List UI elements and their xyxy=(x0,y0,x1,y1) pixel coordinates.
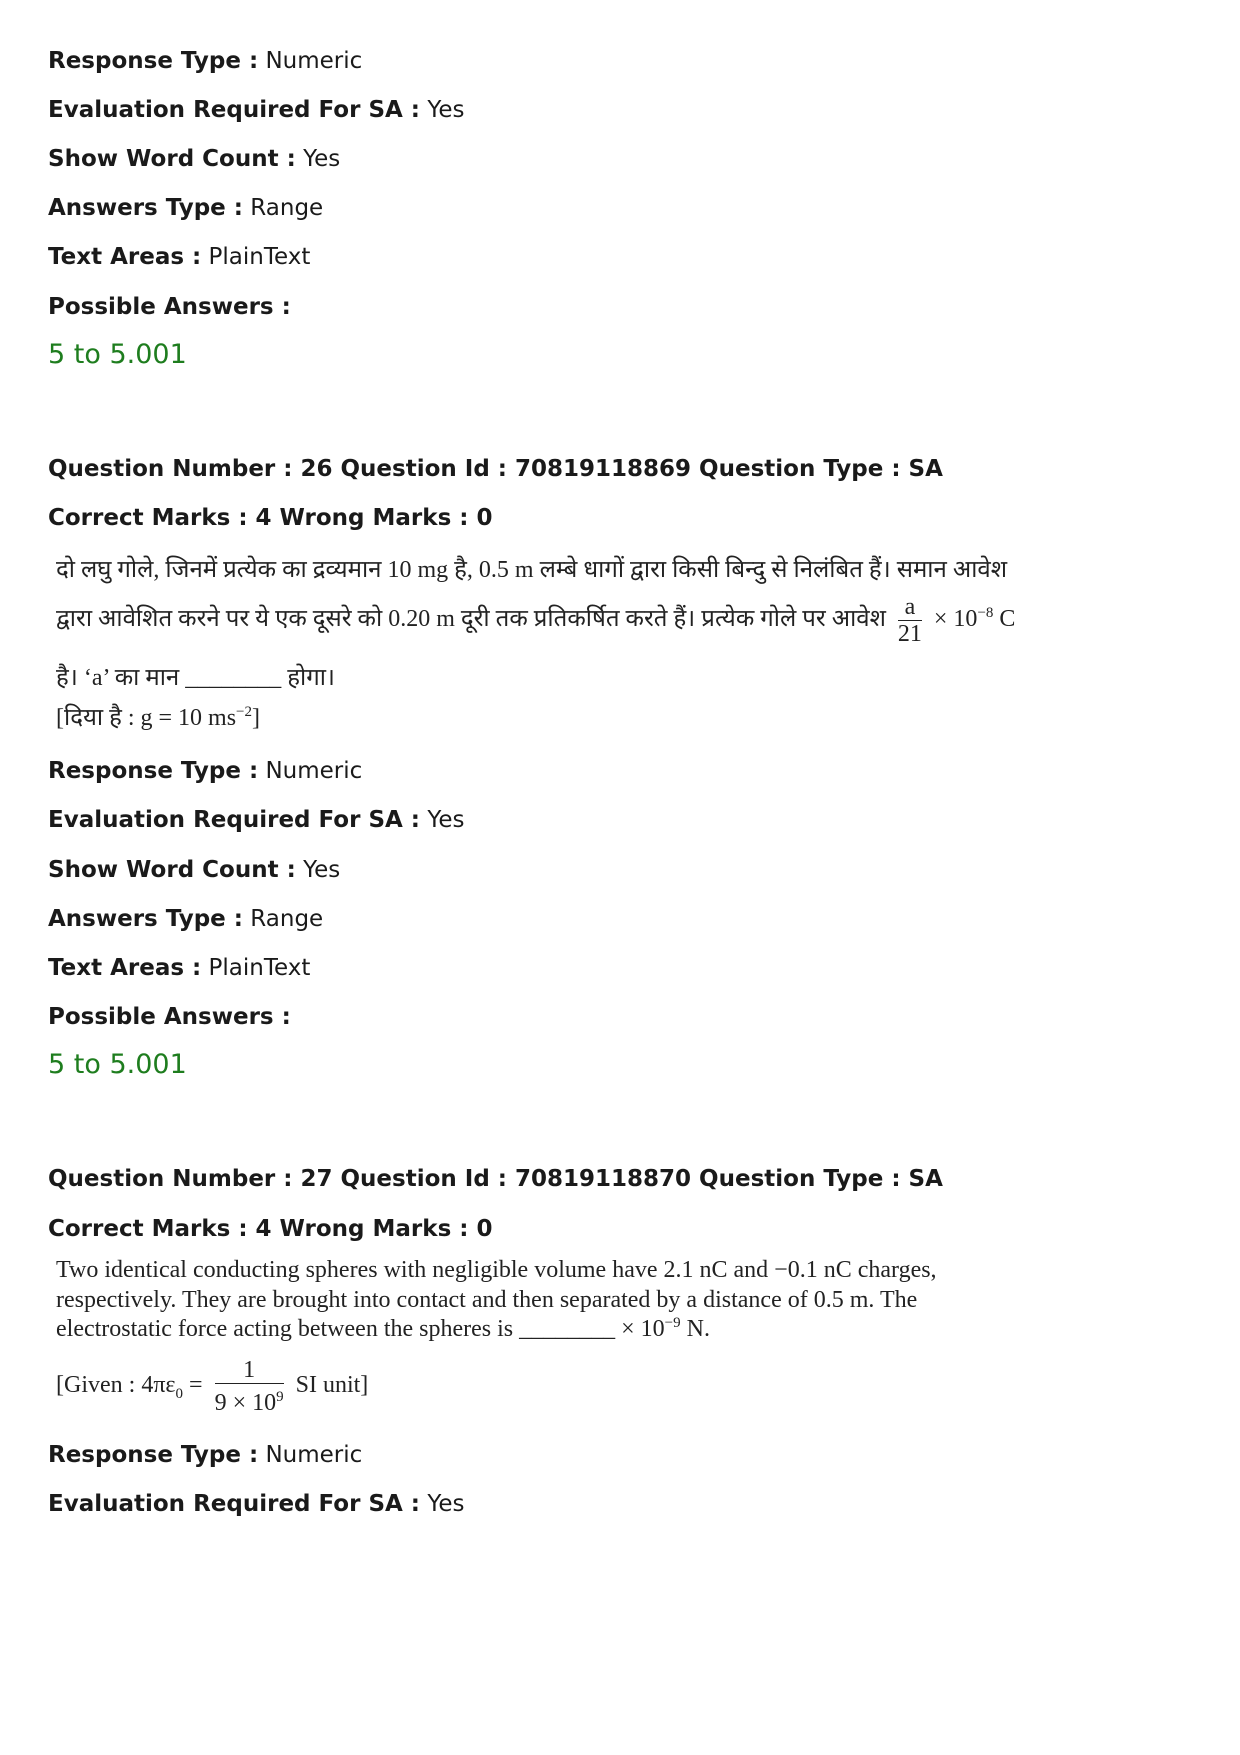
given-text: [Given : 4πε xyxy=(56,1372,176,1399)
text-areas-label: Text Areas : xyxy=(48,244,202,270)
denominator-text: 9 × 10 xyxy=(214,1390,277,1416)
text-areas-row xyxy=(48,242,310,272)
question-header xyxy=(48,1164,943,1194)
word-count-value: Yes xyxy=(303,857,341,883)
response-type-row xyxy=(48,1440,362,1470)
question-body xyxy=(56,548,1016,738)
possible-answers-label: Possible Answers : xyxy=(48,1004,291,1030)
fraction-denominator: 21 xyxy=(897,621,922,647)
text-areas-value: PlainText xyxy=(208,244,311,270)
question-header xyxy=(48,454,943,484)
question-body xyxy=(56,1257,956,1427)
question-line: respectively. They are brought into contact and then separated by a distance of 0.5 m. The xyxy=(56,1287,918,1313)
given-line xyxy=(56,700,260,733)
question-line-text: electrostatic force acting between the spheres is ________ × 10 xyxy=(56,1316,665,1342)
answers-type-label: Answers Type : xyxy=(48,906,243,932)
answers-type-row xyxy=(48,904,323,934)
answers-type-value: Range xyxy=(250,195,324,221)
question-line-text: द्वारा आवेशित करने पर ये एक दूसरे को 0.20 m दूरी तक प्रतिकर्षित करते हैं। प्रत्येक गोले पर आवेश xyxy=(56,606,886,633)
answers-type-label: Answers Type : xyxy=(48,195,243,221)
evaluation-label: Evaluation Required For SA : xyxy=(48,97,421,123)
evaluation-row xyxy=(48,1489,464,1519)
word-count-row xyxy=(48,144,340,174)
fraction-numerator: 1 xyxy=(215,1357,284,1384)
possible-answers-row xyxy=(48,1002,291,1032)
response-type-label: Response Type : xyxy=(48,1442,259,1468)
response-type-label: Response Type : xyxy=(48,758,259,784)
exponent: −2 xyxy=(236,704,253,720)
word-count-row xyxy=(48,855,340,885)
word-count-label: Show Word Count : xyxy=(48,146,296,172)
marks-text: Correct Marks : 4 Wrong Marks : 0 xyxy=(48,1216,493,1242)
fraction xyxy=(215,1357,284,1416)
evaluation-value: Yes xyxy=(427,97,465,123)
evaluation-label: Evaluation Required For SA : xyxy=(48,1491,421,1517)
question-header-text: Question Number : 27 Question Id : 70819118870 Question Type : SA xyxy=(48,1166,943,1192)
question-line-end: N. xyxy=(680,1316,710,1342)
possible-answers-label: Possible Answers : xyxy=(48,294,291,320)
fraction-denominator xyxy=(215,1384,284,1416)
marks-text: Correct Marks : 4 Wrong Marks : 0 xyxy=(48,505,493,531)
evaluation-row xyxy=(48,95,464,125)
given-line xyxy=(56,1357,368,1416)
marks-row xyxy=(48,1214,492,1244)
answers-type-value: Range xyxy=(250,906,324,932)
text-areas-value: PlainText xyxy=(208,955,311,981)
question-line: Two identical conducting spheres with negligible volume have 2.1 nC and −0.1 nC charges, xyxy=(56,1257,937,1283)
marks-row xyxy=(48,503,492,533)
question-line: दो लघु गोले, जिनमें प्रत्येक का द्रव्यमान 10 mg है, 0.5 m लम्बे धागों द्वारा किसी बिन्दु से निलंबित हैं। समान आवेश xyxy=(56,557,1008,583)
response-type-value: Numeric xyxy=(265,758,363,784)
possible-answer-value: 5 to 5.001 xyxy=(48,1049,187,1080)
possible-answers-row xyxy=(48,292,291,322)
response-type-row xyxy=(48,756,362,786)
evaluation-value: Yes xyxy=(427,1491,465,1517)
exponent: −8 xyxy=(977,605,994,622)
response-type-value: Numeric xyxy=(265,48,363,74)
fraction xyxy=(898,594,922,647)
text-areas-row xyxy=(48,953,310,983)
subscript: 0 xyxy=(175,1385,184,1402)
evaluation-label: Evaluation Required For SA : xyxy=(48,807,421,833)
exponent: 9 xyxy=(276,1389,284,1405)
multiplier-text: × 10 xyxy=(933,606,978,633)
equals-sign: = xyxy=(183,1372,203,1399)
fraction-numerator: a xyxy=(898,594,922,621)
question-header-text: Question Number : 26 Question Id : 70819118869 Question Type : SA xyxy=(48,456,943,482)
text-areas-label: Text Areas : xyxy=(48,955,202,981)
unit-text: C xyxy=(999,606,1016,633)
evaluation-value: Yes xyxy=(427,807,465,833)
response-type-label: Response Type : xyxy=(48,48,259,74)
exponent: −9 xyxy=(664,1315,681,1331)
response-type-row xyxy=(48,46,362,76)
evaluation-row xyxy=(48,805,464,835)
question-line xyxy=(56,594,1015,647)
question-line xyxy=(56,1315,710,1343)
given-end: SI unit] xyxy=(295,1372,369,1399)
answers-type-row xyxy=(48,193,323,223)
response-type-value: Numeric xyxy=(265,1442,363,1468)
word-count-value: Yes xyxy=(303,146,341,172)
question-line: है। ‘a’ का मान ________ होगा। xyxy=(56,665,336,691)
word-count-label: Show Word Count : xyxy=(48,857,296,883)
given-text: [दिया है : g = 10 ms xyxy=(56,705,237,731)
given-end: ] xyxy=(252,705,261,731)
possible-answer-value: 5 to 5.001 xyxy=(48,339,187,370)
